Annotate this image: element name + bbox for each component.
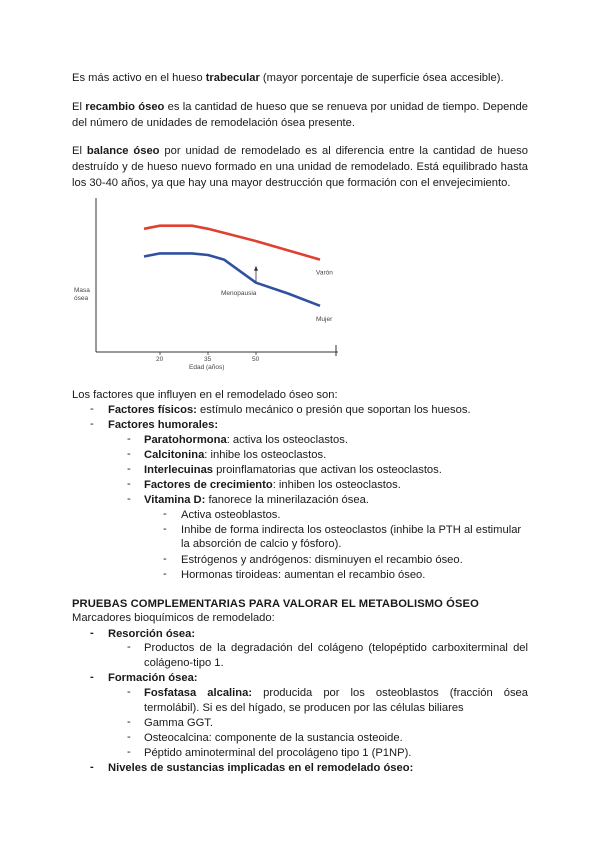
osteocalcina: Osteocalcina: componente de la sustancia osteoide. bbox=[144, 732, 403, 744]
menopause-label: Menopausia bbox=[221, 289, 257, 297]
marcadores-intro: Marcadores bioquímicos de remodelado: bbox=[72, 612, 275, 624]
legend-label-mujer: Mujer bbox=[316, 315, 333, 323]
factor-fisicos: Factores físicos: estímulo mecánico o presión que soportan los huesos. bbox=[108, 404, 471, 416]
bullet-dash: - bbox=[90, 627, 94, 639]
bullet-dash: - bbox=[127, 686, 131, 698]
bullet-dash: - bbox=[90, 403, 94, 415]
factor-vitamina-d: Vitamina D: fanorece la minerilazación ósea. bbox=[144, 494, 369, 506]
bullet-dash: - bbox=[90, 418, 94, 430]
bullet-dash: - bbox=[127, 731, 131, 743]
paragraph-balance: El balance óseo por unidad de remodelado es al diferencia entre la cantidad de hueso destruído y de hueso nuevo formado en una unidad de remodelado. Está equilibrado hasta los 30-40 años, ya que hay una mayor destrucción que formación con el envejecimiento. bbox=[72, 145, 528, 189]
x-axis-label: Edad (años) bbox=[189, 364, 225, 371]
fosfatasa-alcalina: Fosfatasa alcalina: producida por los osteoblastos (fracción ósea termolábil). Si es del hígado, se producen por las células biliares bbox=[144, 687, 528, 714]
bullet-dash: - bbox=[90, 671, 94, 683]
estrogenos: Estrógenos y andrógenos: disminuyen el recambio óseo. bbox=[181, 554, 463, 566]
bullet-dash: - bbox=[90, 761, 94, 773]
bullet-dash: - bbox=[127, 448, 131, 460]
vitd-inhibe-line1: Inhibe de forma indirecta los osteoclastos (inhibe la PTH al estimular bbox=[181, 524, 522, 536]
p1np: Péptido aminoterminal del procolágeno tipo 1 (P1NP). bbox=[144, 747, 412, 759]
bullet-dash: - bbox=[127, 478, 131, 490]
paragraph-trabecular: Es más activo en el hueso trabecular (mayor porcentaje de superficie ósea accesible). bbox=[72, 72, 504, 84]
resorcion-item: Productos de la degradación del colágeno (telopéptido carboxiterminal del colágeno-tipo 1. bbox=[144, 642, 528, 669]
series-line-mujer bbox=[144, 253, 320, 305]
bone-mass-chart bbox=[72, 190, 344, 374]
bullet-dash: - bbox=[127, 463, 131, 475]
bullet-dash: - bbox=[163, 508, 167, 520]
y-axis-label-line1: Masa bbox=[74, 287, 90, 294]
paragraph-recambio: El recambio óseo es la cantidad de hueso que se renueva por unidad de tiempo. Depende del número de unidades de remodelación ósea presente. bbox=[72, 101, 528, 129]
section-heading: PRUEBAS COMPLEMENTARIAS PARA VALORAR EL METABOLISMO ÓSEO bbox=[72, 598, 479, 610]
formacion-osea: Formación ósea: bbox=[108, 672, 198, 684]
hormonas-tiroideas: Hormonas tiroideas: aumentan el recambio óseo. bbox=[181, 569, 426, 581]
factor-crecimiento: Factores de crecimiento: inhiben los osteoclastos. bbox=[144, 479, 401, 491]
bullet-dash: - bbox=[127, 493, 131, 505]
niveles-sustancias: Niveles de sustancias implicadas en el remodelado óseo: bbox=[108, 762, 414, 774]
bullet-dash: - bbox=[127, 746, 131, 758]
bullet-dash: - bbox=[127, 433, 131, 445]
factor-humorales: Factores humorales: bbox=[108, 419, 219, 431]
y-axis-label-line2: ósea bbox=[74, 295, 89, 302]
bullet-dash: - bbox=[163, 523, 167, 535]
vitd-inhibe-line2: la absorción de calcio y fósforo). bbox=[181, 538, 342, 550]
x-tick-label-20: 20 bbox=[156, 356, 164, 363]
vitd-activa: Activa osteoblastos. bbox=[181, 509, 281, 521]
bullet-dash: - bbox=[127, 716, 131, 728]
menopause-arrowhead bbox=[254, 266, 258, 271]
factor-interleucinas: Interlecuinas proinflamatorias que activan los osteoclastos. bbox=[144, 464, 442, 476]
bullet-dash: - bbox=[163, 568, 167, 580]
bullet-dash: - bbox=[127, 641, 131, 653]
y-axis-label bbox=[74, 287, 90, 302]
x-tick-label-35: 35 bbox=[204, 356, 212, 363]
legend-label-varon: Varón bbox=[316, 269, 333, 277]
x-tick-label-50: 50 bbox=[252, 356, 260, 363]
bullet-dash: - bbox=[163, 553, 167, 565]
factors-intro: Los factores que influyen en el remodelado óseo son: bbox=[72, 389, 338, 401]
factor-paratohormona: Paratohormona: activa los osteoclastos. bbox=[144, 434, 348, 446]
resorcion-osea: Resorción ósea: bbox=[108, 628, 196, 640]
gamma-ggt: Gamma GGT. bbox=[144, 717, 213, 729]
factor-calcitonina: Calcitonina: inhibe los osteoclastos. bbox=[144, 449, 327, 461]
